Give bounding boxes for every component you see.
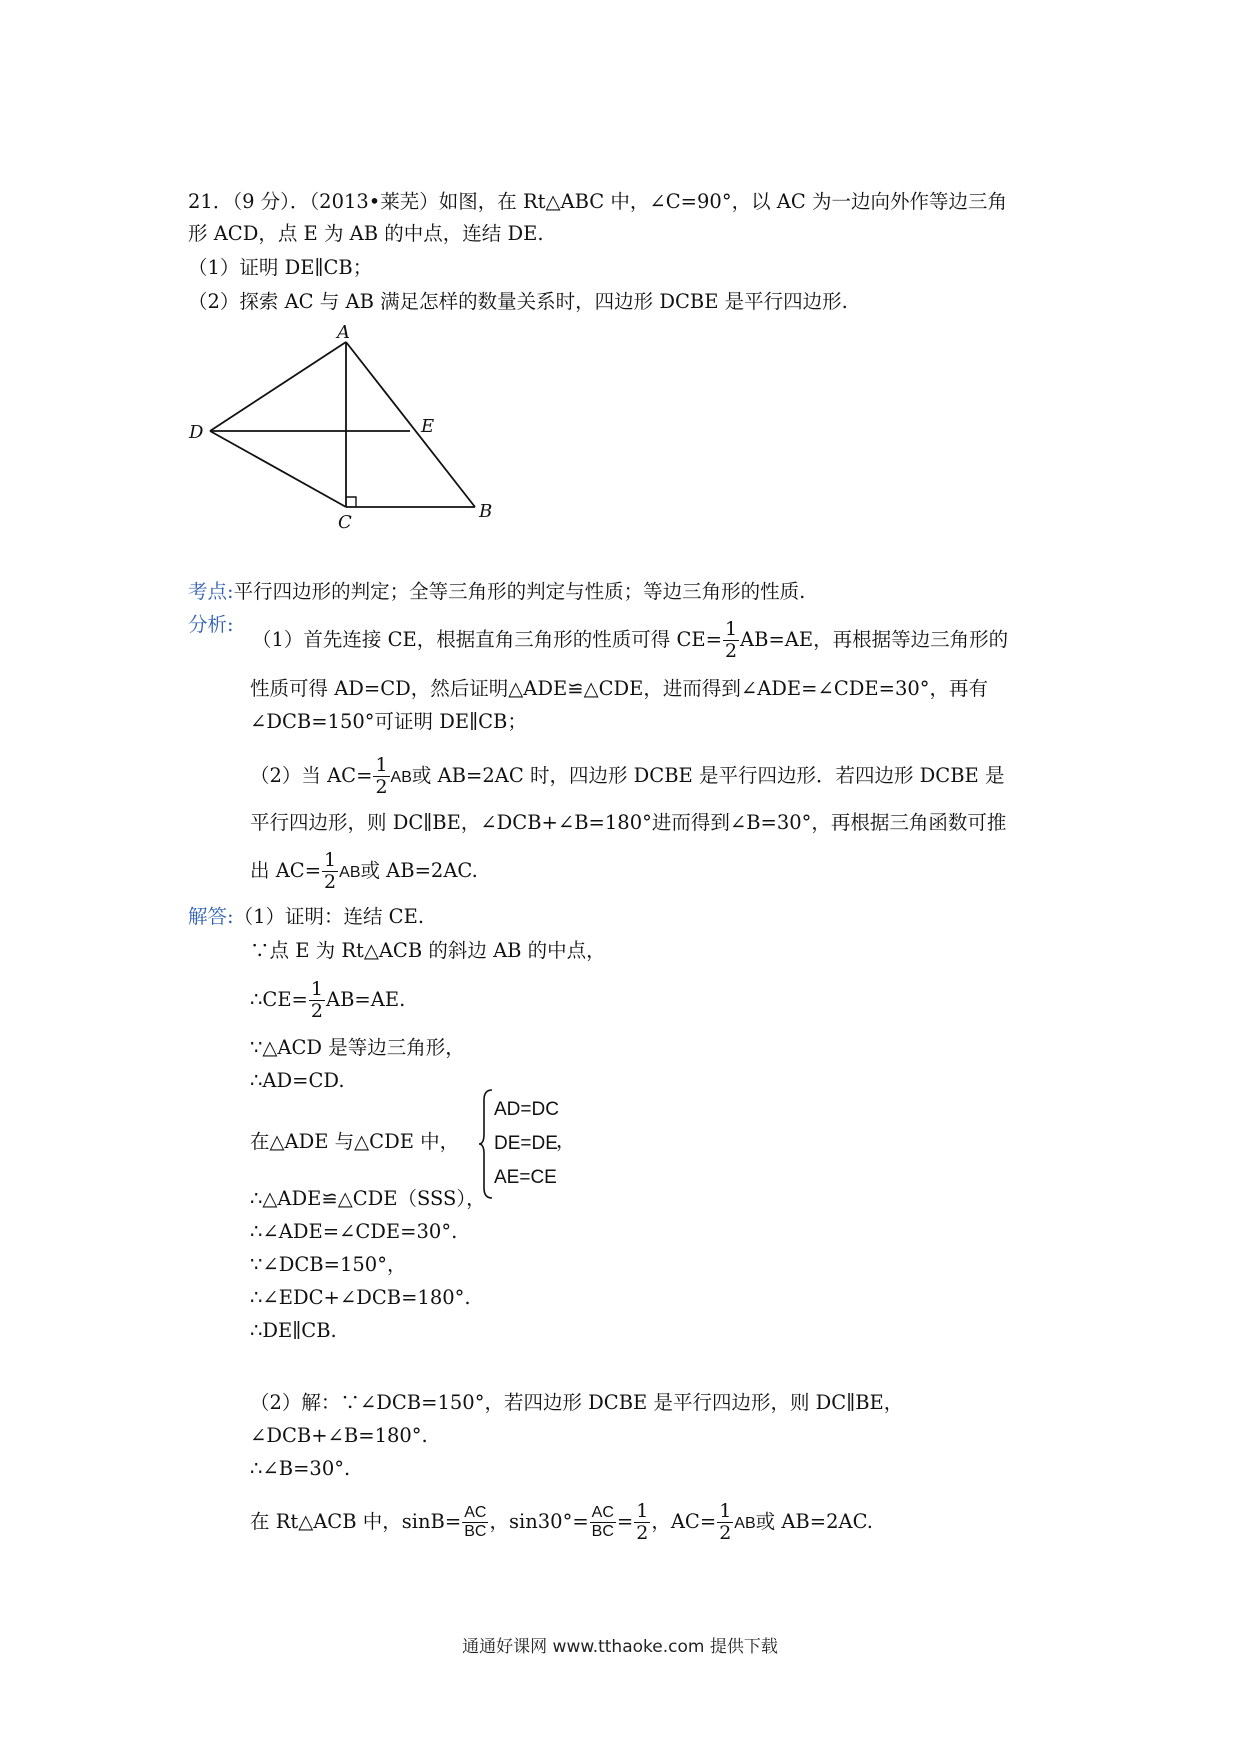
jieda-step-3 — [250, 980, 405, 1021]
problem-line-1: 21．（9 分）．（2013•莱芜）如图，在 Rt△ABC 中，∠C=90°，以 AC 为一边向外作等边三角 — [188, 190, 1007, 213]
kaodian-line — [188, 579, 805, 605]
brace-row: AE=CE — [494, 1167, 557, 1188]
fraction-numerator: 1 — [719, 1500, 732, 1522]
page-footer: 通通好课网 www.tthaoke.com 提供下载 — [462, 1637, 778, 1657]
jieda-step-3-part-b: AB=AE. — [326, 988, 406, 1011]
fraction-ac-over-bc — [590, 1505, 616, 1540]
jieda-part2-line-1: （2）解：∵∠DCB=150°，若四边形 DCBE 是平行四边形，则 DC∥BE， — [250, 1391, 904, 1414]
jieda-part2-line-4-part-a: 在 Rt△ACB 中，sinB= — [250, 1510, 462, 1533]
fraction-numerator: 1 — [310, 978, 323, 1000]
fraction-one-half — [309, 980, 325, 1021]
jieda-step-6 — [250, 1129, 459, 1155]
fraction-one-half — [322, 851, 338, 892]
jieda-step-8: ∴∠ADE=∠CDE=30°. — [250, 1220, 458, 1243]
jieda-part2-line-2: ∠DCB+∠B=180°. — [250, 1424, 428, 1447]
jieda-part2-line-4-ab: AB — [734, 1515, 756, 1532]
jieda-part2-line-3: ∴∠B=30°. — [250, 1457, 351, 1480]
fraction-denominator: 2 — [719, 1522, 732, 1544]
jieda-step-9: ∵∠DCB=150°， — [250, 1253, 407, 1276]
jieda-step-4: ∵△ACD 是等边三角形， — [250, 1036, 465, 1059]
label-E: E — [421, 416, 435, 437]
jieda-part2-line-4-part-d: ，AC= — [651, 1510, 717, 1533]
fenxi-line-3: ∠DCB=150°可证明 DE∥CB； — [250, 710, 527, 733]
brace-row: AD=DC — [494, 1099, 559, 1120]
jieda-part2-line-4-part-c: = — [616, 1510, 634, 1533]
label-D: D — [189, 422, 204, 443]
fraction-numerator: 1 — [636, 1500, 649, 1522]
jieda-line-1 — [188, 904, 424, 930]
fraction-one-half — [717, 1502, 733, 1543]
jieda-step-5: ∴AD=CD. — [250, 1069, 345, 1092]
fraction-numerator: 1 — [324, 849, 337, 871]
fraction-ac-over-bc — [462, 1505, 488, 1540]
fenxi-line-5: 平行四边形，则 DC∥BE，∠DCB+∠B=180°进而得到∠B=30°，再根据三角函数可推 — [250, 811, 1007, 834]
fenxi-line-2: 性质可得 AD=CD，然后证明△ADE≌△CDE，进而得到∠ADE=∠CDE=30°，再有 — [250, 677, 989, 700]
fenxi-line-4 — [250, 756, 1004, 797]
fenxi-line-1-part-a: （1）首先连接 CE，根据直角三角形的性质可得 CE= — [252, 628, 722, 651]
label-A: A — [337, 322, 350, 343]
question-1: （1）证明 DE∥CB； — [188, 256, 373, 279]
fraction-numerator: AC — [464, 1504, 487, 1521]
brace-system — [494, 1093, 559, 1195]
fenxi-line-4-part-c: 或 AB=2AC 时，四边形 DCBE 是平行四边形．若四边形 DCBE 是 — [411, 764, 1005, 787]
jieda-part2-line-4-part-f: 或 AB=2AC. — [755, 1510, 873, 1533]
problem-line-2: 形 ACD，点 E 为 AB 的中点，连结 DE. — [188, 222, 544, 245]
brace-trailing-comma: ， — [556, 1129, 576, 1152]
fraction-denominator: BC — [464, 1523, 487, 1540]
brace-row: DE=DE — [494, 1133, 558, 1154]
fraction-one-half — [634, 1502, 650, 1543]
fraction-numerator: AC — [591, 1504, 614, 1521]
question-2: （2）探索 AC 与 AB 满足怎样的数量关系时，四边形 DCBE 是平行四边形. — [188, 290, 848, 313]
jieda-step-3-part-a: ∴CE= — [250, 988, 308, 1011]
fraction-denominator: 2 — [636, 1522, 649, 1544]
jieda-step-7: ∴△ADE≌△CDE（SSS）， — [250, 1187, 486, 1210]
label-B: B — [479, 501, 493, 522]
jieda-label: 解答: — [188, 905, 234, 928]
kaodian-text: 平行四边形的判定；全等三角形的判定与性质；等边三角形的性质. — [233, 580, 806, 603]
fenxi-line-4-part-a: （2）当 AC= — [250, 764, 373, 787]
fenxi-line-1-part-b: AB=AE，再根据等边三角形的 — [740, 628, 1009, 651]
jieda-step-2: ∵点 E 为 Rt△ACB 的斜边 AB 的中点， — [250, 939, 606, 962]
fraction-numerator: 1 — [724, 618, 738, 640]
jieda-part2-line-4 — [250, 1502, 873, 1543]
fenxi-line-6-part-a: 出 AC= — [250, 859, 322, 882]
segment-AB — [346, 342, 475, 507]
jieda-part2-line-4-part-b: ，sin30°= — [489, 1510, 589, 1533]
label-C: C — [338, 512, 352, 533]
fenxi-line-6 — [250, 851, 478, 892]
jieda-step-1: （1）证明：连结 CE. — [233, 905, 425, 928]
fraction-numerator: 1 — [375, 754, 388, 776]
fraction-one-half — [723, 620, 739, 661]
fraction-denominator: 2 — [724, 640, 738, 662]
fraction-denominator: 2 — [375, 776, 388, 798]
fenxi-line-6-ab: AB — [339, 864, 361, 881]
fraction-denominator: 2 — [324, 871, 337, 893]
segment-AD — [210, 342, 346, 431]
fraction-denominator: 2 — [310, 1000, 323, 1022]
geometry-figure — [185, 320, 505, 540]
segment-DC — [210, 431, 346, 507]
jieda-step-11: ∴DE∥CB. — [250, 1319, 337, 1342]
fenxi-line-4-ab: AB — [390, 769, 412, 786]
fenxi-line-1 — [252, 620, 1008, 661]
fenxi-label: 分析: — [188, 613, 234, 636]
jieda-step-6-part-a: 在△ADE 与△CDE 中， — [250, 1130, 460, 1153]
brace-icon — [478, 1088, 494, 1200]
jieda-step-10: ∴∠EDC+∠DCB=180°. — [250, 1286, 471, 1309]
kaodian-label: 考点: — [188, 580, 234, 603]
fraction-one-half — [373, 756, 389, 797]
right-angle-mark — [346, 497, 356, 507]
fraction-denominator: BC — [591, 1523, 614, 1540]
fenxi-line-6-part-c: 或 AB=2AC. — [360, 859, 478, 882]
